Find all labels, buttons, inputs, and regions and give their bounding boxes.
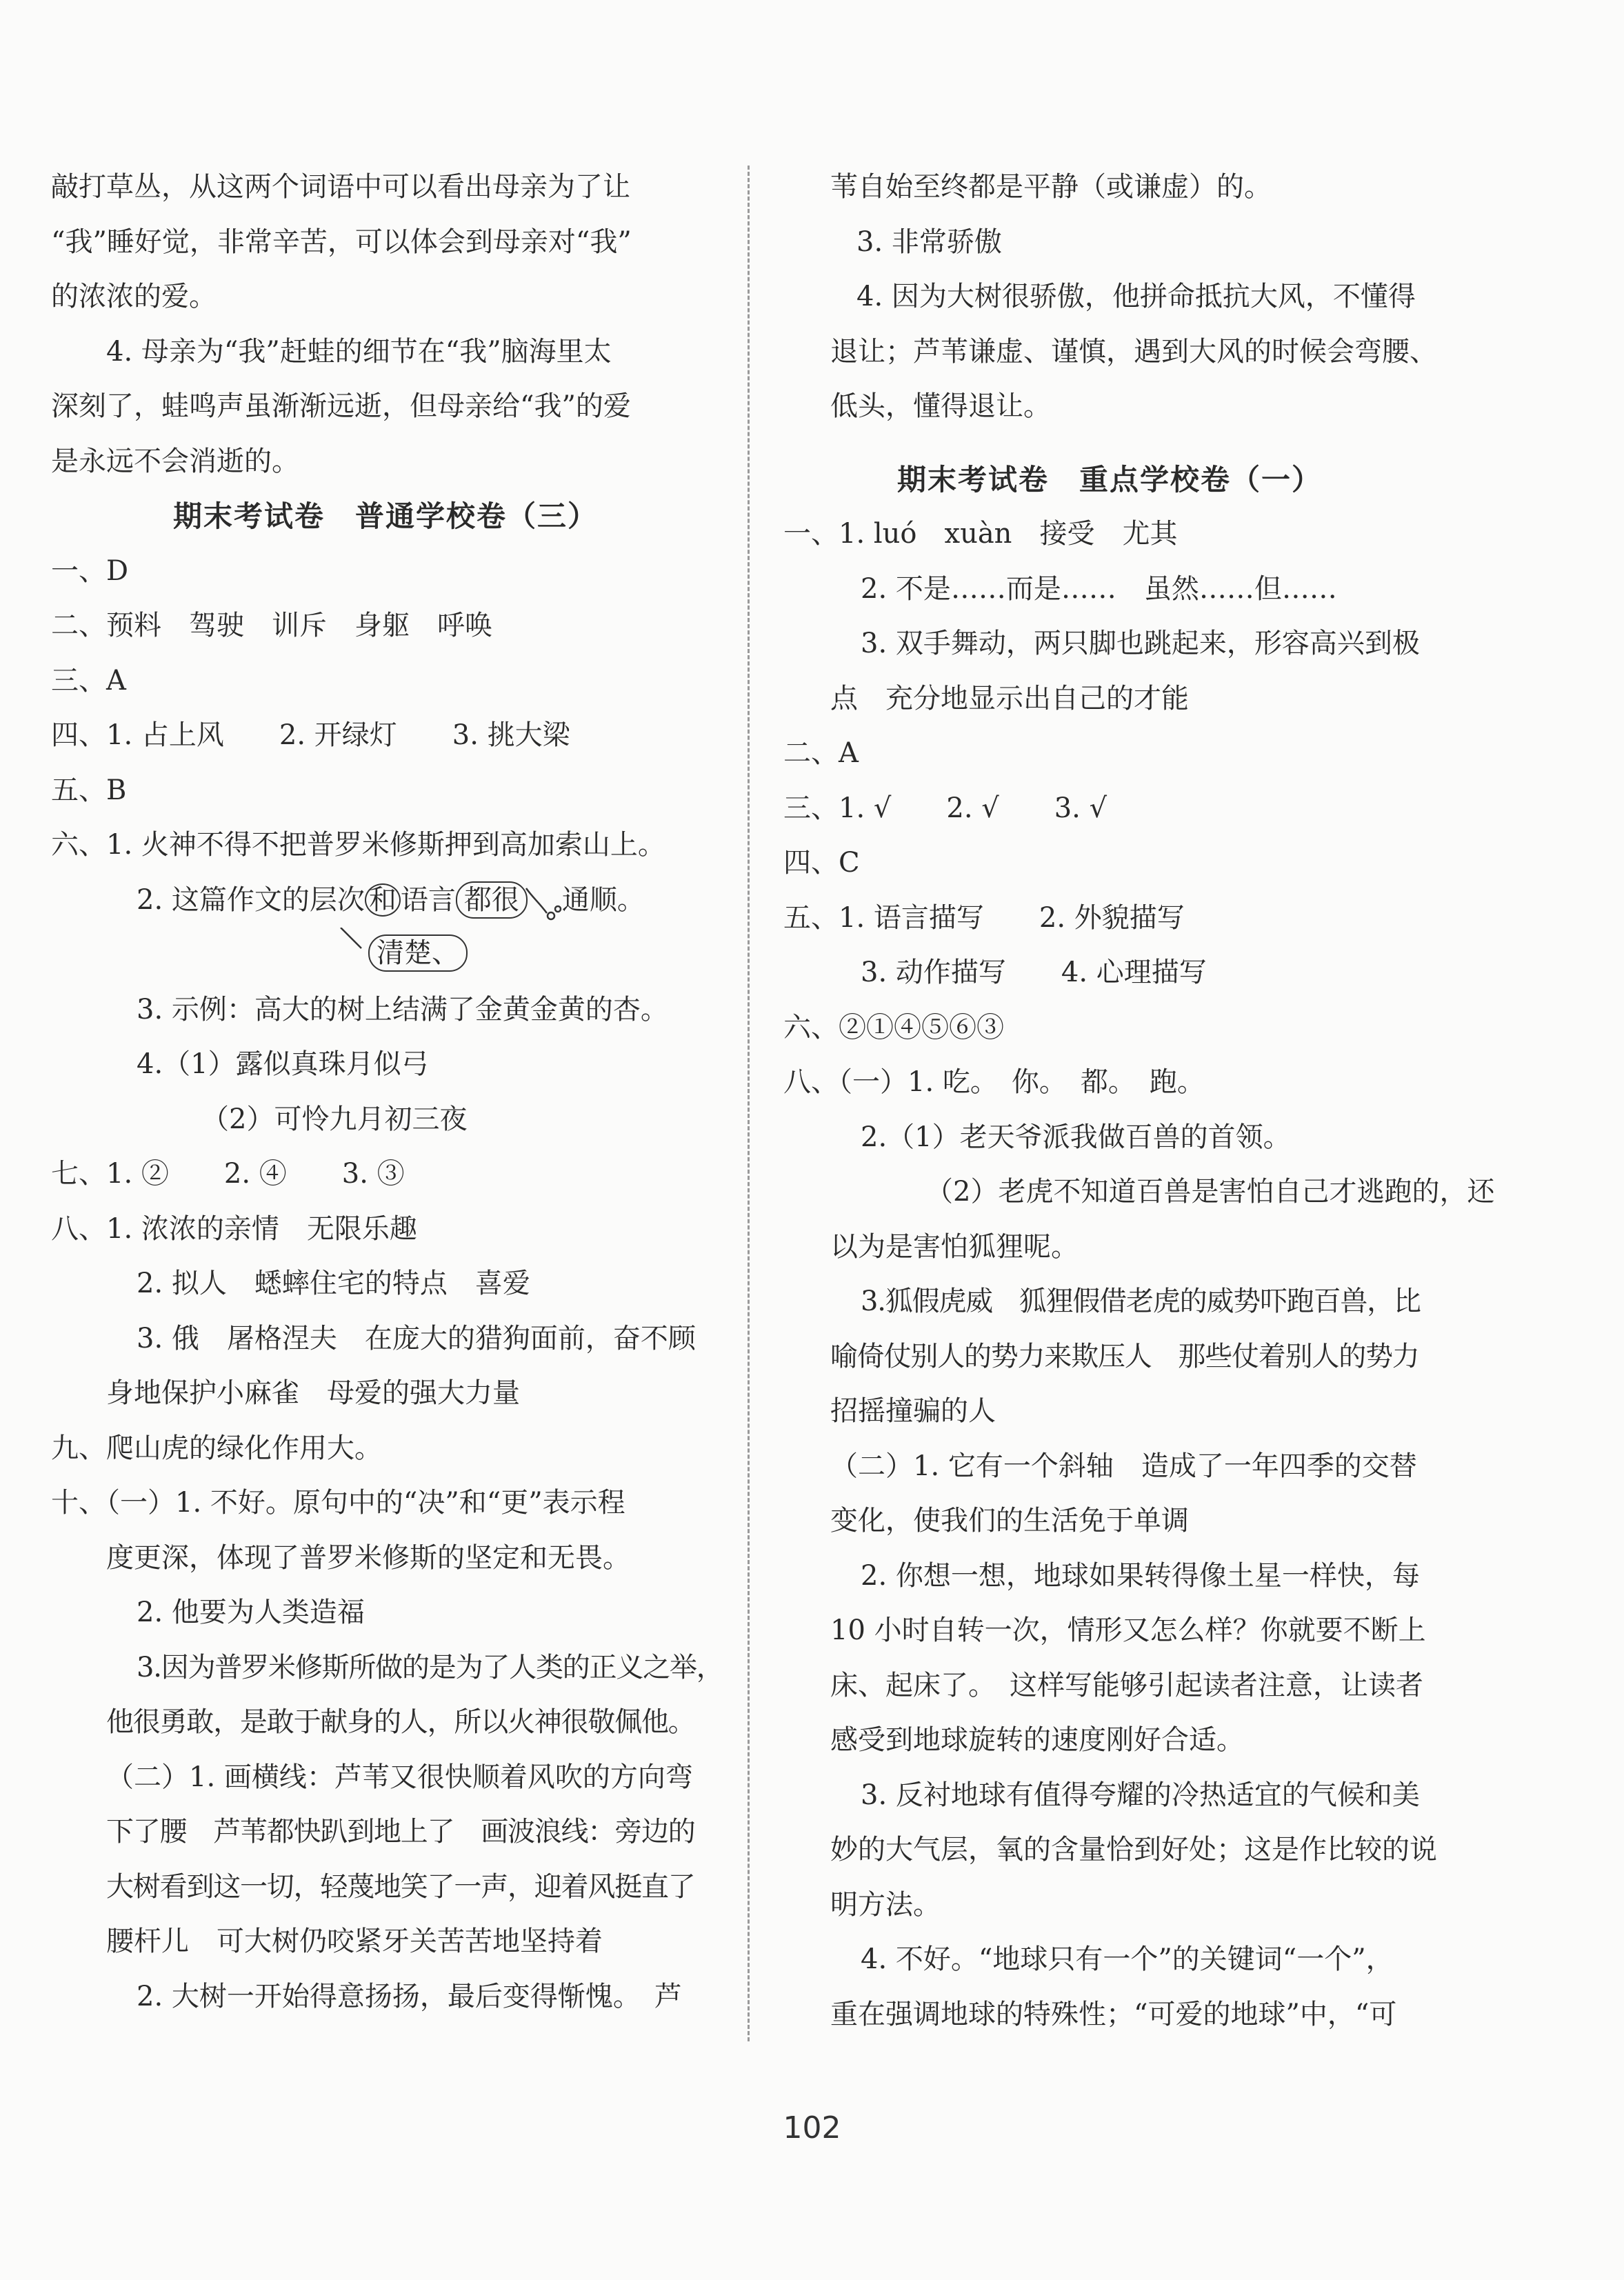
- answer-line: 九、爬山虎的绿化作用大。: [51, 1432, 382, 1464]
- answer-line: 八、（一）1. 吃。 你。 都。 跑。: [783, 1066, 1205, 1098]
- text-line: 深刻了，蛙鸣声虽渐渐远逝，但母亲给“我”的爱: [51, 390, 631, 422]
- text-line: 退让；芦苇谦虚、谨慎，遇到大风的时候会弯腰、: [830, 335, 1437, 368]
- text-line: 低头，懂得退让。: [830, 390, 1051, 422]
- section-heading-right: 期末考试卷 重点学校卷（一）: [896, 462, 1322, 497]
- inserted-word: 清楚、: [368, 934, 468, 972]
- text-line: 敲打草丛，从这两个词语中可以看出母亲为了让: [51, 171, 630, 203]
- answer-line: 3. 动作描写 4. 心理描写: [861, 957, 1207, 988]
- text-line: 4. 因为大树很骄傲，他拼命抵抗大风，不懂得: [856, 281, 1416, 312]
- text-line: 是永远不会消逝的。: [51, 445, 299, 477]
- answer-line: 4. 不好。“地球只有一个”的关键词“一个”，: [861, 1943, 1394, 1975]
- deletion-mark-icon: [523, 881, 565, 923]
- answer-line: 2. 不是……而是…… 虽然……但……: [861, 572, 1337, 605]
- answer-line: 重在强调地球的特殊性；“可爱的地球”中，“可: [830, 1998, 1397, 2030]
- right-column: [775, 160, 1495, 2042]
- text-line: 3. 非常骄傲: [856, 226, 1002, 258]
- answer-line: 六、1. 火神不得不把普罗米修斯押到高加索山上。: [51, 829, 665, 861]
- column-divider: [748, 166, 750, 2041]
- answer-line: 三、1. √ 2. √ 3. √: [783, 792, 1107, 824]
- page-number: 102: [783, 2110, 841, 2146]
- answer-line: 10 小时自转一次，情形又怎么样？你就要不断上: [830, 1614, 1426, 1646]
- answer-line: 2. 大树一开始得意扬扬，最后变得惭愧。 芦: [137, 1980, 682, 2012]
- answer-line: 三、A: [51, 664, 126, 697]
- answer-line: 3. 示例：高大的树上结满了金黄金黄的杏。: [137, 993, 668, 1026]
- answer-line: 六、②①④⑤⑥③: [783, 1011, 1004, 1043]
- answer-line: 以为是害怕狐狸呢。: [830, 1230, 1079, 1263]
- left-column: [51, 160, 723, 2024]
- answer-line: 腰杆儿 可大树仍咬紧牙关苦苦地坚持着: [106, 1926, 603, 1957]
- answer-line: 五、1. 语言描写 2. 外貌描写: [783, 901, 1185, 934]
- answer-line: 身地保护小麻雀 母爱的强大力量: [106, 1377, 520, 1409]
- answer-line: 感受到地球旋转的速度刚好合适。: [830, 1724, 1244, 1756]
- answer-line: 七、1. ② 2. ④ 3. ③: [51, 1158, 405, 1190]
- answer-line: 四、C: [783, 847, 860, 879]
- answer-line: 床、起床了。 这样写能够引起读者注意，让读者: [830, 1669, 1423, 1701]
- section-heading-left: 期末考试卷 普通学校卷（三）: [172, 499, 598, 533]
- answer-line: 4.（1）露似真珠月似弓: [137, 1048, 429, 1080]
- circled-word: 和: [365, 883, 401, 917]
- answer-line: 点 充分地显示出自己的才能: [830, 682, 1189, 714]
- answer-line: 四、1. 占上风 2. 开绿灯 3. 挑大梁: [51, 719, 570, 751]
- answer-line: 妙的大气层，氧的含量恰到好处；这是作比较的说: [830, 1834, 1437, 1866]
- answer-line: 3.因为普罗米修斯所做的是为了人类的正义之举，: [137, 1651, 723, 1683]
- text-line: “我”睡好觉，非常辛苦，可以体会到母亲对“我”: [51, 226, 632, 258]
- answer-line: 二、预料 驾驶 训斥 身躯 呼唤: [51, 610, 492, 641]
- answer-line: 2. 你想一想，地球如果转得像土星一样快，每: [861, 1559, 1420, 1592]
- answer-line: 一、D: [51, 554, 129, 587]
- answer-line: （2）可怜九月初三夜: [201, 1103, 468, 1135]
- answer-line: 喻倚仗别人的势力来欺压人 那些仗着别人的势力: [830, 1340, 1419, 1372]
- text-line: 的浓浓的爱。: [51, 281, 217, 312]
- circled-word: 都很: [456, 881, 528, 919]
- answer-line: 3. 双手舞动，两只脚也跳起来，形容高兴到极: [861, 628, 1420, 659]
- answer-line: （二）1. 画横线：芦苇又很快顺着风吹的方向弯: [106, 1761, 693, 1793]
- answer-line: 八、1. 浓浓的亲情 无限乐趣: [51, 1212, 417, 1245]
- proofread-text: 通顺。: [561, 883, 645, 916]
- text-line: 4. 母亲为“我”赶蛙的细节在“我”脑海里太: [106, 335, 612, 368]
- answer-line: 3. 俄 屠格涅夫 在庞大的猎狗面前，奋不顾: [137, 1322, 696, 1354]
- answer-line: 3.狐假虎威 狐狸假借老虎的威势吓跑百兽，比: [861, 1286, 1421, 1317]
- answer-line: 3. 反衬地球有值得夸耀的冷热适宜的气候和美: [861, 1779, 1420, 1811]
- proofread-text: 语言: [400, 883, 456, 916]
- answer-line: （2）老虎不知道百兽是害怕自己才逃跑的，还: [925, 1176, 1495, 1208]
- proofread-line: [51, 873, 720, 928]
- answer-line: 下了腰 芦苇都快趴到地上了 画波浪线：旁边的: [106, 1816, 695, 1848]
- answer-line: 二、A: [783, 737, 859, 769]
- answer-line: 明方法。: [830, 1888, 941, 1921]
- answer-line: 2.（1）老天爷派我做百兽的首领。: [861, 1121, 1291, 1153]
- proofread-text: 2. 这篇作文的层次: [137, 883, 365, 916]
- answer-line: （二）1. 它有一个斜轴 造成了一年四季的交替: [830, 1450, 1417, 1482]
- answer-line: 一、1. luó xuàn 接受 尤其: [783, 518, 1178, 550]
- text-line: 苇自始至终都是平静（或谦虚）的。: [830, 171, 1272, 203]
- answer-line: 2. 他要为人类造福: [137, 1597, 365, 1628]
- answer-line: 度更深，体现了普罗米修斯的坚定和无畏。: [106, 1541, 630, 1574]
- insertion-line: [51, 928, 720, 983]
- answer-line: 五、B: [51, 774, 127, 806]
- answer-line: 大树看到这一切，轻蔑地笑了一声，迎着风挺直了: [106, 1870, 695, 1903]
- answer-line: 变化，使我们的生活免于单调: [830, 1505, 1189, 1537]
- answer-line: 招摇撞骗的人: [830, 1395, 996, 1427]
- answer-line: 他很勇敢，是敢于献身的人，所以火神很敬佩他。: [106, 1706, 695, 1738]
- answer-line: 2. 拟人 蟋蟀住宅的特点 喜爱: [137, 1268, 530, 1299]
- answer-line: 十、（一）1. 不好。原句中的“决”和“更”表示程: [51, 1487, 625, 1519]
